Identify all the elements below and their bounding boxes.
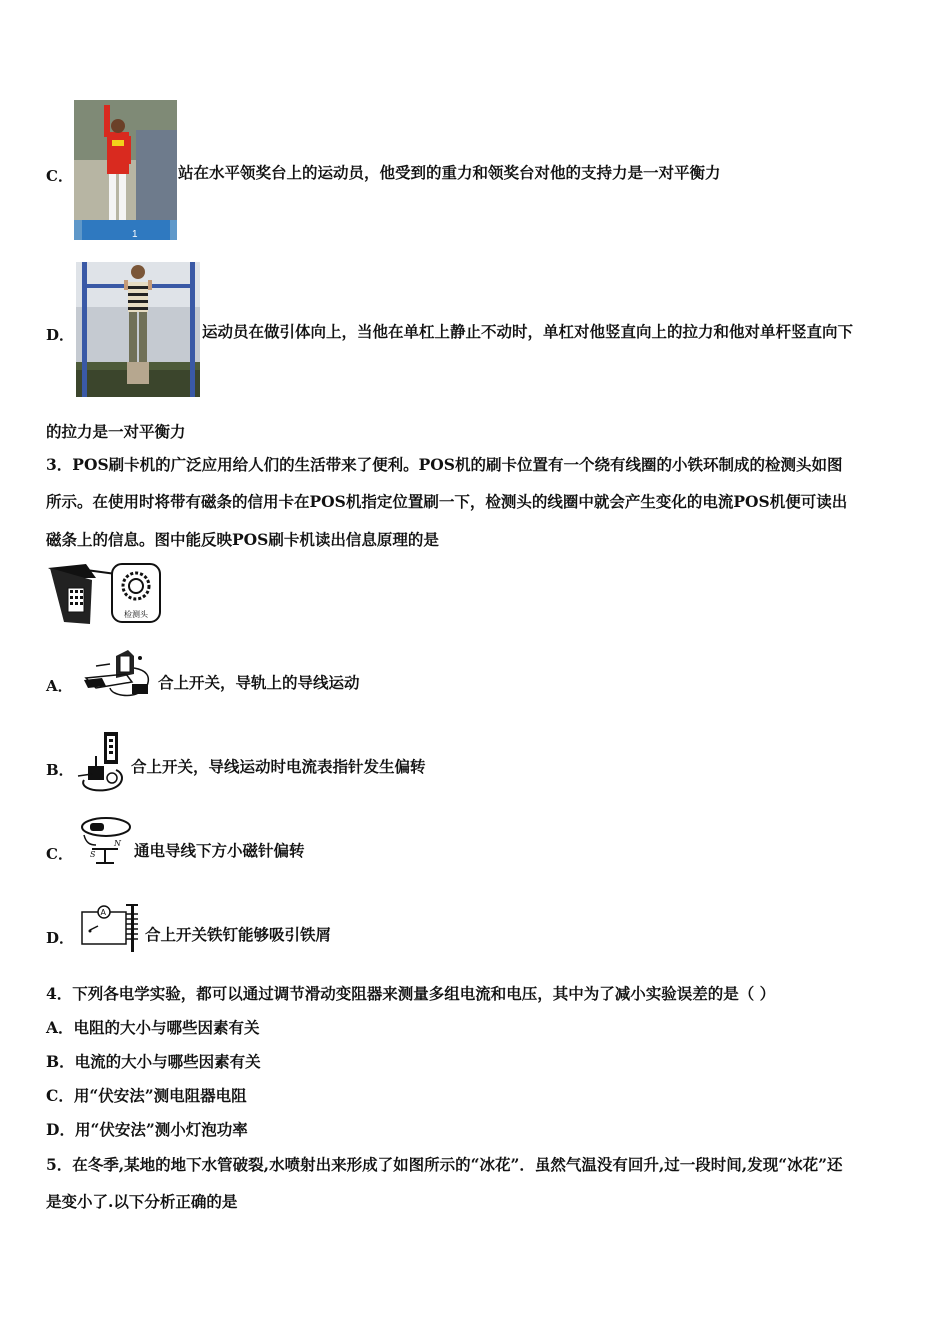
option-d-label: D． bbox=[46, 326, 75, 344]
q4-stem: 4．下列各电学实验，都可以通过调节滑动变阻器来测量多组电流和电压，其中为了减小实验误差的是（ ） bbox=[46, 984, 776, 1003]
pos-reader-figure bbox=[46, 560, 164, 628]
q2-option-d-text: 运动员在做引体向上，当他在单杠上静止不动时，单杠对他竖直向上的拉力和他对单杆竖直向下 bbox=[202, 322, 854, 341]
q3-option-d-label: D． bbox=[46, 929, 75, 947]
rail-motor-figure bbox=[76, 648, 156, 700]
q3-option-c-text: 通电导线下方小磁针偏转 bbox=[134, 841, 305, 860]
q3-stem-line1: 3．POS刷卡机的广泛应用给人们的生活带来了便利。POS机的刷卡位置有一个绕有线圈的小铁环制成的检测头如图 bbox=[46, 455, 843, 474]
compass-pole-s: S bbox=[90, 850, 96, 859]
q4-option-d: D．用“伏安法”测小灯泡功率 bbox=[46, 1120, 248, 1139]
q4-option-c: C．用“伏安法”测电阻器电阻 bbox=[46, 1086, 247, 1105]
q3-stem-line2: 所示。在使用时将带有磁条的信用卡在POS机指定位置刷一下，检测头的线圈中就会产生变化的电流POS机便可读出 bbox=[46, 492, 848, 511]
q3-option-b-label: B． bbox=[46, 761, 74, 779]
q2-option-c-text: 站在水平领奖台上的运动员，他受到的重力和领奖台对他的支持力是一对平衡力 bbox=[178, 163, 721, 182]
q4-option-a: A．电阻的大小与哪些因素有关 bbox=[46, 1018, 260, 1037]
q3-option-b-text: 合上开关，导线运动时电流表指针发生偏转 bbox=[131, 757, 426, 776]
q3-option-d-text: 合上开关铁钉能够吸引铁屑 bbox=[145, 925, 332, 944]
q3-option-a-text: 合上开关，导轨上的导线运动 bbox=[158, 673, 360, 692]
compass-pole-n: N bbox=[114, 839, 121, 848]
q3-option-c-label: C． bbox=[46, 845, 73, 863]
q4-option-b: B．电流的大小与哪些因素有关 bbox=[46, 1052, 261, 1071]
electromagnet-figure bbox=[76, 900, 144, 954]
podium-number: 1 bbox=[132, 229, 138, 240]
ammeter-label: A bbox=[100, 908, 106, 917]
option-c-label: C． bbox=[46, 167, 73, 185]
oersted-figure bbox=[76, 815, 132, 869]
galvanometer-figure bbox=[76, 730, 130, 796]
pullup-athlete-photo bbox=[76, 262, 200, 397]
q3-stem-line3: 磁条上的信息。图中能反映POS刷卡机读出信息原理的是 bbox=[46, 530, 439, 549]
q5-stem-line1: 5．在冬季,某地的地下水管破裂,水喷射出来形成了如图所示的“冰花”．虽然气温没有回升,过一段时间,发现“冰花”还 bbox=[46, 1155, 843, 1174]
q3-option-a-label: A． bbox=[46, 677, 73, 695]
q5-stem-line2: 是变小了.以下分析正确的是 bbox=[46, 1192, 238, 1211]
podium-athlete-photo bbox=[74, 100, 177, 240]
q2-option-d-text-cont: 的拉力是一对平衡力 bbox=[46, 422, 186, 441]
pos-figure-caption: 检测头 bbox=[124, 610, 148, 619]
